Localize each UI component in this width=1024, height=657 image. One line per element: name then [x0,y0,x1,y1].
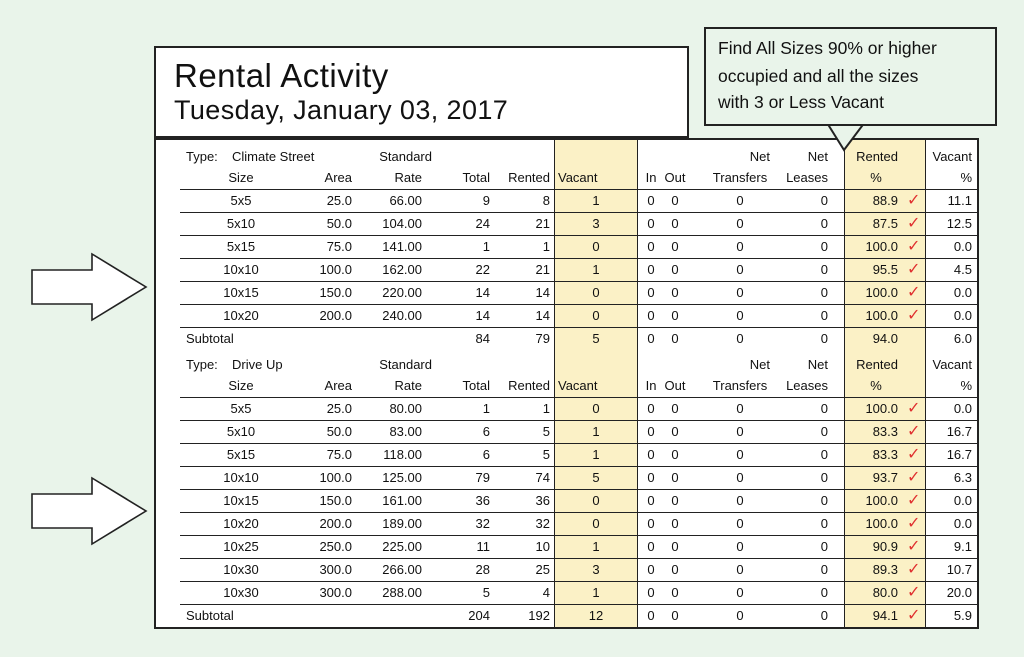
net-transfers-top-label: Net [749,357,770,372]
cell-size: 10x10 [223,262,259,277]
cell-vacant: 3 [592,216,600,231]
cell-in: 0 [647,447,655,462]
cell-size: 10x30 [223,562,259,577]
callout-line-3: with 3 or Less Vacant [718,92,885,112]
subtotal-vacant-pct: 5.9 [953,608,972,623]
table-row [156,282,977,304]
cell-in: 0 [647,424,655,439]
cell-vacant-pct: 10.7 [946,562,972,577]
check-mark-icon: ✓ [907,446,921,463]
cell-leases: 0 [820,193,828,208]
cell-size: 5x15 [226,447,256,462]
cell-total: 28 [475,562,490,577]
report-date: Tuesday, January 03, 2017 [174,95,509,125]
check-mark-icon: ✓ [907,607,921,624]
column-header-transfers: Transfers [712,378,768,393]
check-mark-icon: ✓ [907,492,921,509]
cell-vacant: 0 [592,401,600,416]
check-mark-icon: ✓ [907,538,921,555]
cell-rented-pct: 87.5 [872,216,898,231]
cell-transfers: 0 [736,516,744,531]
cell-in: 0 [647,239,655,254]
cell-in: 0 [647,308,655,323]
cell-rented: 1 [542,401,550,416]
column-header-area: Area [324,378,352,393]
cell-transfers: 0 [736,216,744,231]
table-row [156,259,977,281]
cell-transfers: 0 [736,401,744,416]
rental-activity-table [154,138,979,629]
table-row [156,559,977,581]
cell-area: 50.0 [326,216,352,231]
cell-vacant-pct: 0.0 [953,308,972,323]
cell-size: 5x5 [230,401,252,416]
cell-area: 150.0 [319,493,352,508]
cell-out: 0 [671,539,679,554]
cell-transfers: 0 [736,193,744,208]
column-header-rented: Rented [508,378,550,393]
cell-total: 5 [482,585,490,600]
cell-rate: 162.00 [382,262,422,277]
cell-rented: 21 [535,216,550,231]
cell-rate: 66.00 [389,193,422,208]
callout-line-1: Find All Sizes 90% or higher [718,38,937,58]
cell-rented-pct: 83.3 [872,424,898,439]
cell-rented: 25 [535,562,550,577]
cell-vacant: 1 [592,585,600,600]
cell-rented-pct: 88.9 [872,193,898,208]
type-value: Climate Street [232,149,315,164]
cell-leases: 0 [820,239,828,254]
subtotal-in: 0 [647,608,655,623]
check-mark-icon: ✓ [907,284,921,301]
cell-rate: 288.00 [382,585,422,600]
cell-rented: 14 [535,308,550,323]
cell-rented: 74 [535,470,550,485]
cell-size: 10x20 [223,308,259,323]
type-label: Type: [186,357,218,372]
cell-area: 100.0 [319,262,352,277]
cell-leases: 0 [820,447,828,462]
column-header-total: Total [462,378,490,393]
cell-in: 0 [647,516,655,531]
cell-out: 0 [671,493,679,508]
column-header-vacant: Vacant [558,378,598,393]
cell-vacant: 0 [592,493,600,508]
cell-in: 0 [647,470,655,485]
cell-size: 5x10 [226,216,256,231]
cell-vacant: 1 [592,447,600,462]
subtotal-out: 0 [671,608,679,623]
table-row [156,467,977,489]
cell-vacant-pct: 0.0 [953,516,972,531]
cell-total: 32 [475,516,490,531]
cell-out: 0 [671,216,679,231]
cell-total: 11 [476,539,490,554]
rented-pct-top-label: Rented [856,357,898,372]
cell-rented: 10 [535,539,550,554]
column-header-transfers: Transfers [712,170,768,185]
table-row [156,582,977,604]
column-header-vacant-pct: % [960,378,972,393]
cell-out: 0 [671,585,679,600]
cell-leases: 0 [820,262,828,277]
cell-out: 0 [671,308,679,323]
cell-area: 300.0 [319,585,352,600]
cell-vacant-pct: 6.3 [953,470,972,485]
table-row [156,490,977,512]
subtotal-total: 84 [475,331,490,346]
cell-transfers: 0 [736,493,744,508]
cell-leases: 0 [820,516,828,531]
arrow-right-icon [30,252,148,322]
cell-in: 0 [647,401,655,416]
cell-vacant-pct: 9.1 [953,539,972,554]
cell-vacant: 1 [592,424,600,439]
cell-rate: 220.00 [382,285,422,300]
subtotal-transfers: 0 [736,331,744,346]
cell-area: 150.0 [319,285,352,300]
column-header-out: Out [664,378,686,393]
column-header-row [156,375,977,397]
subtotal-in: 0 [647,331,655,346]
subtotal-vacant: 5 [592,331,600,346]
cell-vacant: 1 [592,262,600,277]
table-row [156,236,977,258]
vacant-pct-top-label: Vacant [932,357,972,372]
cell-rented-pct: 89.3 [872,562,898,577]
cell-rented: 32 [535,516,550,531]
cell-in: 0 [647,285,655,300]
column-header-out: Out [664,170,686,185]
cell-out: 0 [671,193,679,208]
cell-size: 10x10 [223,470,259,485]
cell-in: 0 [647,585,655,600]
cell-rented: 4 [542,585,550,600]
subtotal-transfers: 0 [736,608,744,623]
cell-total: 1 [482,239,490,254]
cell-rate: 141.00 [382,239,422,254]
cell-rate: 104.00 [382,216,422,231]
cell-rate: 125.00 [382,470,422,485]
cell-vacant: 1 [592,193,600,208]
column-header-rate: Rate [394,378,422,393]
standard-label: Standard [379,149,432,164]
vacant-pct-top-label: Vacant [932,149,972,164]
cell-transfers: 0 [736,424,744,439]
subtotal-rented: 192 [528,608,550,623]
cell-rate: 266.00 [382,562,422,577]
table-row [156,421,977,443]
cell-vacant-pct: 0.0 [953,493,972,508]
cell-transfers: 0 [736,285,744,300]
cell-rate: 189.00 [382,516,422,531]
rented-pct-top-label: Rented [856,149,898,164]
cell-vacant-pct: 0.0 [953,401,972,416]
cell-out: 0 [671,262,679,277]
cell-vacant: 0 [592,239,600,254]
cell-rented: 1 [542,239,550,254]
check-mark-icon: ✓ [907,561,921,578]
cell-rented: 5 [542,424,550,439]
cell-vacant-pct: 16.7 [946,424,972,439]
cell-vacant-pct: 16.7 [946,447,972,462]
cell-total: 36 [475,493,490,508]
cell-total: 9 [482,193,490,208]
section-header-type [156,354,977,376]
cell-leases: 0 [820,585,828,600]
cell-transfers: 0 [736,239,744,254]
cell-total: 24 [475,216,490,231]
column-header-leases: Leases [786,378,828,393]
cell-area: 200.0 [319,516,352,531]
cell-transfers: 0 [736,470,744,485]
cell-transfers: 0 [736,447,744,462]
cell-in: 0 [647,493,655,508]
cell-transfers: 0 [736,585,744,600]
table-row [156,190,977,212]
column-header-rented-pct: % [870,378,882,393]
table-row [156,305,977,327]
cell-leases: 0 [820,493,828,508]
subtotal-vacant-pct: 6.0 [953,331,972,346]
type-label: Type: [186,149,218,164]
cell-vacant: 3 [592,562,600,577]
check-mark-icon: ✓ [907,515,921,532]
column-header-size: Size [228,170,254,185]
subtotal-rented-pct: 94.0 [872,331,898,346]
cell-area: 250.0 [319,539,352,554]
cell-rate: 161.00 [382,493,422,508]
report-title: Rental Activity [174,57,389,94]
cell-area: 50.0 [326,424,352,439]
subtotal-row [156,328,977,350]
cell-rented-pct: 100.0 [865,239,898,254]
cell-rented-pct: 93.7 [872,470,898,485]
check-mark-icon: ✓ [907,584,921,601]
subtotal-rented-pct: 94.1 [872,608,898,623]
cell-vacant-pct: 11.1 [947,193,972,208]
cell-leases: 0 [820,285,828,300]
cell-rented: 21 [535,262,550,277]
net-transfers-top-label: Net [749,149,770,164]
arrow-right-icon [30,476,148,546]
cell-size: 10x20 [223,516,259,531]
check-mark-icon: ✓ [907,192,921,209]
cell-in: 0 [647,262,655,277]
cell-in: 0 [647,193,655,208]
check-mark-icon: ✓ [907,307,921,324]
cell-vacant: 0 [592,308,600,323]
cell-transfers: 0 [736,308,744,323]
subtotal-label: Subtotal [186,608,234,623]
cell-vacant-pct: 0.0 [953,239,972,254]
subtotal-rented: 79 [535,331,550,346]
cell-transfers: 0 [736,539,744,554]
net-leases-top-label: Net [807,357,828,372]
cell-total: 14 [475,285,490,300]
table-row [156,536,977,558]
subtotal-total: 204 [468,608,490,623]
column-header-in: In [645,378,657,393]
cell-total: 6 [482,447,490,462]
cell-out: 0 [671,516,679,531]
cell-leases: 0 [820,401,828,416]
cell-rented-pct: 100.0 [865,285,898,300]
cell-in: 0 [647,539,655,554]
cell-total: 14 [475,308,490,323]
cell-size: 5x15 [226,239,256,254]
cell-area: 75.0 [326,447,352,462]
subtotal-leases: 0 [820,331,828,346]
cell-out: 0 [671,447,679,462]
cell-out: 0 [671,562,679,577]
table-row [156,398,977,420]
cell-vacant: 0 [592,516,600,531]
cell-vacant: 1 [592,539,600,554]
cell-rented: 5 [542,447,550,462]
check-mark-icon: ✓ [907,261,921,278]
cell-rented: 8 [542,193,550,208]
column-header-row [156,167,977,189]
cell-out: 0 [671,470,679,485]
cell-size: 10x15 [223,493,259,508]
cell-rented-pct: 100.0 [865,308,898,323]
check-mark-icon: ✓ [907,215,921,232]
cell-total: 22 [475,262,490,277]
cell-size: 5x5 [230,193,252,208]
cell-vacant-pct: 0.0 [953,285,972,300]
cell-area: 200.0 [319,308,352,323]
cell-area: 25.0 [326,401,352,416]
cell-rented-pct: 95.5 [872,262,898,277]
cell-rented-pct: 90.9 [872,539,898,554]
cell-rented-pct: 100.0 [865,493,898,508]
cell-transfers: 0 [736,262,744,277]
cell-vacant: 5 [592,470,600,485]
cell-transfers: 0 [736,562,744,577]
column-header-rate: Rate [394,170,422,185]
cell-leases: 0 [820,562,828,577]
cell-rate: 118.00 [383,447,422,462]
cell-vacant-pct: 12.5 [946,216,972,231]
cell-leases: 0 [820,424,828,439]
column-header-area: Area [324,170,352,185]
table-row [156,444,977,466]
check-mark-icon: ✓ [907,400,921,417]
check-mark-icon: ✓ [907,238,921,255]
cell-rented-pct: 80.0 [872,585,898,600]
cell-out: 0 [671,239,679,254]
cell-vacant-pct: 20.0 [946,585,972,600]
cell-vacant: 0 [592,285,600,300]
cell-out: 0 [671,401,679,416]
cell-rented: 14 [535,285,550,300]
cell-size: 5x10 [226,424,256,439]
cell-leases: 0 [820,308,828,323]
cell-out: 0 [671,424,679,439]
cell-area: 100.0 [319,470,352,485]
cell-rented-pct: 100.0 [865,401,898,416]
cell-size: 10x25 [223,539,259,554]
cell-rented: 36 [535,493,550,508]
cell-size: 10x15 [223,285,259,300]
table-row [156,513,977,535]
cell-in: 0 [647,562,655,577]
cell-vacant-pct: 4.5 [953,262,972,277]
cell-area: 300.0 [319,562,352,577]
cell-rented-pct: 100.0 [865,516,898,531]
subtotal-vacant: 12 [588,608,604,623]
cell-rate: 240.00 [382,308,422,323]
column-header-rented: Rented [508,170,550,185]
check-mark-icon: ✓ [907,423,921,440]
column-header-size: Size [228,378,254,393]
column-header-leases: Leases [786,170,828,185]
cell-rate: 80.00 [389,401,422,416]
table-row [156,213,977,235]
subtotal-row [156,605,977,627]
cell-area: 75.0 [326,239,352,254]
type-value: Drive Up [232,357,283,372]
cell-leases: 0 [820,470,828,485]
cell-leases: 0 [820,539,828,554]
column-header-rented-pct: % [870,170,882,185]
column-header-vacant: Vacant [558,170,598,185]
subtotal-leases: 0 [820,608,828,623]
cell-total: 1 [482,401,490,416]
cell-in: 0 [647,216,655,231]
callout-line-2: occupied and all the sizes [718,66,919,86]
column-header-total: Total [462,170,490,185]
column-header-in: In [645,170,657,185]
cell-rate: 83.00 [389,424,422,439]
column-header-vacant-pct: % [960,170,972,185]
cell-rented-pct: 83.3 [872,447,898,462]
cell-leases: 0 [820,216,828,231]
cell-total: 79 [475,470,490,485]
check-mark-icon: ✓ [907,469,921,486]
subtotal-label: Subtotal [186,331,234,346]
cell-total: 6 [482,424,490,439]
cell-size: 10x30 [223,585,259,600]
cell-out: 0 [671,285,679,300]
cell-rate: 225.00 [382,539,422,554]
net-leases-top-label: Net [807,149,828,164]
cell-area: 25.0 [326,193,352,208]
standard-label: Standard [379,357,432,372]
subtotal-out: 0 [671,331,679,346]
